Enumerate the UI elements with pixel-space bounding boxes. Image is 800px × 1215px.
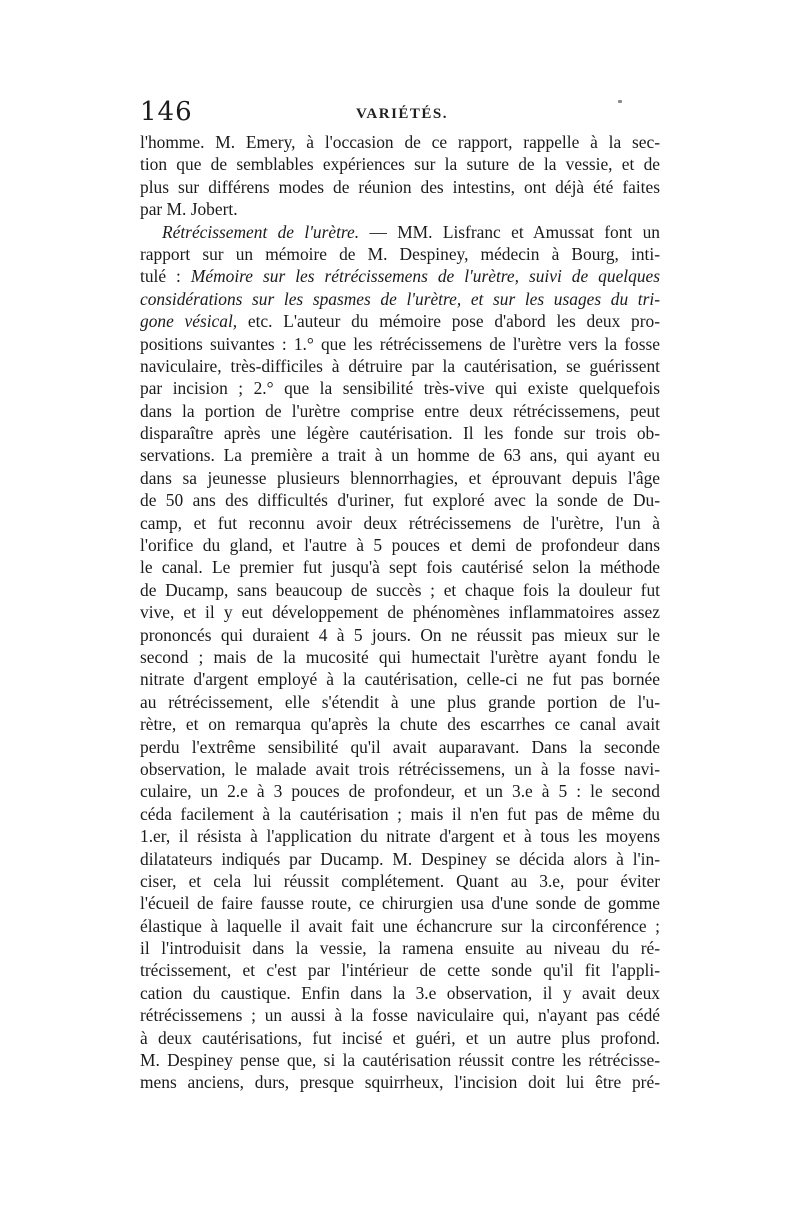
section-title: Rétrécissement de l'urètre.	[162, 221, 360, 242]
text-line: cation du caustique. Enfin dans la 3.e observation, il y avait deux	[140, 982, 660, 1003]
text-line: prononcés qui duraient 4 à 5 jours. On ne réussit pas mieux sur le	[140, 624, 660, 645]
text-line: de 50 ans des difficultés d'uriner, fut exploré avec la sonde de Du-	[140, 490, 660, 511]
section-heading-line: Rétrécissement de l'urètre. — MM. Lisfranc et Amussat font un	[162, 221, 660, 242]
text-line: il l'introduisit dans la vessie, la ramena ensuite au niveau du ré-	[140, 938, 660, 959]
text-line: l'orifice du gland, et l'autre à 5 pouces et demi de profondeur dans	[140, 535, 660, 556]
text-line: par incision ; 2.° que la sensibilité très-vive qui existe quelquefois	[140, 378, 660, 399]
text-line: 1.er, il résista à l'application du nitrate d'argent et à tous les moyens	[140, 826, 660, 847]
text-line: mens anciens, durs, presque squirrheux, l'incision doit lui être pré-	[140, 1072, 660, 1093]
body-text	[140, 131, 660, 1094]
running-head: VARIÉTÉS.	[356, 106, 449, 122]
text-line: rètre, et on remarqua qu'après la chute des escarrhes ce canal avait	[140, 714, 660, 735]
text-line: naviculaire, très-difficiles à détruire par la cautérisation, se guérissent	[140, 355, 660, 376]
text-line: à deux cautérisations, fut incisé et guéri, et un autre plus profond.	[140, 1027, 660, 1048]
text-line: de Ducamp, sans beaucoup de succès ; et chaque fois la douleur fut	[140, 579, 660, 600]
text-line: ciser, et cela lui réussit complétement. Quant au 3.e, pour éviter	[140, 870, 660, 891]
text-line: dans la portion de l'urètre comprise entre deux rétrécissemens, peut	[140, 400, 660, 421]
memoir-title: Mémoire sur les rétrécissemens de l'urètre, suivi de quelques	[190, 266, 660, 287]
text-line: gone vésical, etc. L'auteur du mémoire pose d'abord les deux pro-	[140, 311, 660, 332]
text-line: trécissement, et c'est par l'intérieur de cette sonde qu'il fit l'appli-	[140, 960, 660, 981]
text-line: second ; mais de la mucosité qui humectait l'urètre ayant fondu le	[140, 646, 660, 667]
text-line: observation, le malade avait trois rétrécissemens, un à la fosse navi-	[140, 758, 660, 779]
text-line: dans sa jeunesse plusieurs blennorrhagies, et éprouvant depuis l'âge	[140, 467, 660, 488]
text-line: servations. La première a trait à un homme de 63 ans, qui ayant eu	[140, 445, 660, 466]
memoir-title-end: gone vésical,	[140, 311, 238, 332]
text-line: par M. Jobert.	[140, 199, 238, 220]
text-line: le canal. Le premier fut jusqu'à sept fois cautérisé selon la méthode	[140, 557, 660, 578]
text-line: camp, et fut reconnu avoir deux rétrécissemens de l'urètre, l'un à	[140, 512, 660, 533]
text-line: disparaître après une légère cautérisation. Il les fonde sur trois ob-	[140, 423, 660, 444]
page-number: 146	[140, 97, 193, 127]
text-line: rétrécissemens ; un aussi à la fosse naviculaire qui, n'ayant pas cédé	[140, 1005, 660, 1026]
text-line: l'écueil de faire fausse route, ce chirurgien usa d'une sonde de gomme	[140, 893, 660, 914]
text-line: tion que de semblables expériences sur la suture de la vessie, et de	[140, 154, 660, 175]
text-line: tulé : Mémoire sur les rétrécissemens de l'urètre, suivi de quelques	[140, 266, 660, 287]
text-line: perdu l'extrême sensibilité qu'il avait auparavant. Dans la seconde	[140, 736, 660, 757]
text-line: culaire, un 2.e à 3 pouces de profondeur, et un 3.e à 5 : le second	[140, 781, 660, 802]
text-line: vive, et il y eut développement de phénomènes inflammatoires assez	[140, 602, 660, 623]
page-header	[140, 97, 660, 127]
text-line: céda facilement à la cautérisation ; mais il n'en fut pas de même du	[140, 803, 660, 824]
text-line: dilatateurs indiqués par Ducamp. M. Despiney se décida alors à l'in-	[140, 848, 660, 869]
text-line	[140, 288, 660, 310]
text-line: M. Despiney pense que, si la cautérisation réussit contre les rétrécisse-	[140, 1050, 660, 1071]
text-line: positions suivantes : 1.° que les rétrécissemens de l'urètre vers la fosse	[140, 333, 660, 354]
text-line: l'homme. M. Emery, à l'occasion de ce rapport, rappelle à la sec-	[140, 132, 660, 152]
text-line: rapport sur un mémoire de M. Despiney, médecin à Bourg, inti-	[140, 243, 660, 264]
text-line: élastique à laquelle il avait fait une échancrure sur la circonférence ;	[140, 915, 660, 936]
text-line: nitrate d'argent employé à la cautérisation, celle-ci ne fut pas bornée	[140, 669, 660, 690]
text-line: plus sur différens modes de réunion des intestins, ont déjà été faites	[140, 176, 660, 197]
memoir-title-cont: considérations sur les spasmes de l'urètre, et sur les usages du tri-	[140, 288, 660, 309]
text-line: au rétrécissement, elle s'étendit à une plus grande portion de l'u-	[140, 691, 660, 712]
